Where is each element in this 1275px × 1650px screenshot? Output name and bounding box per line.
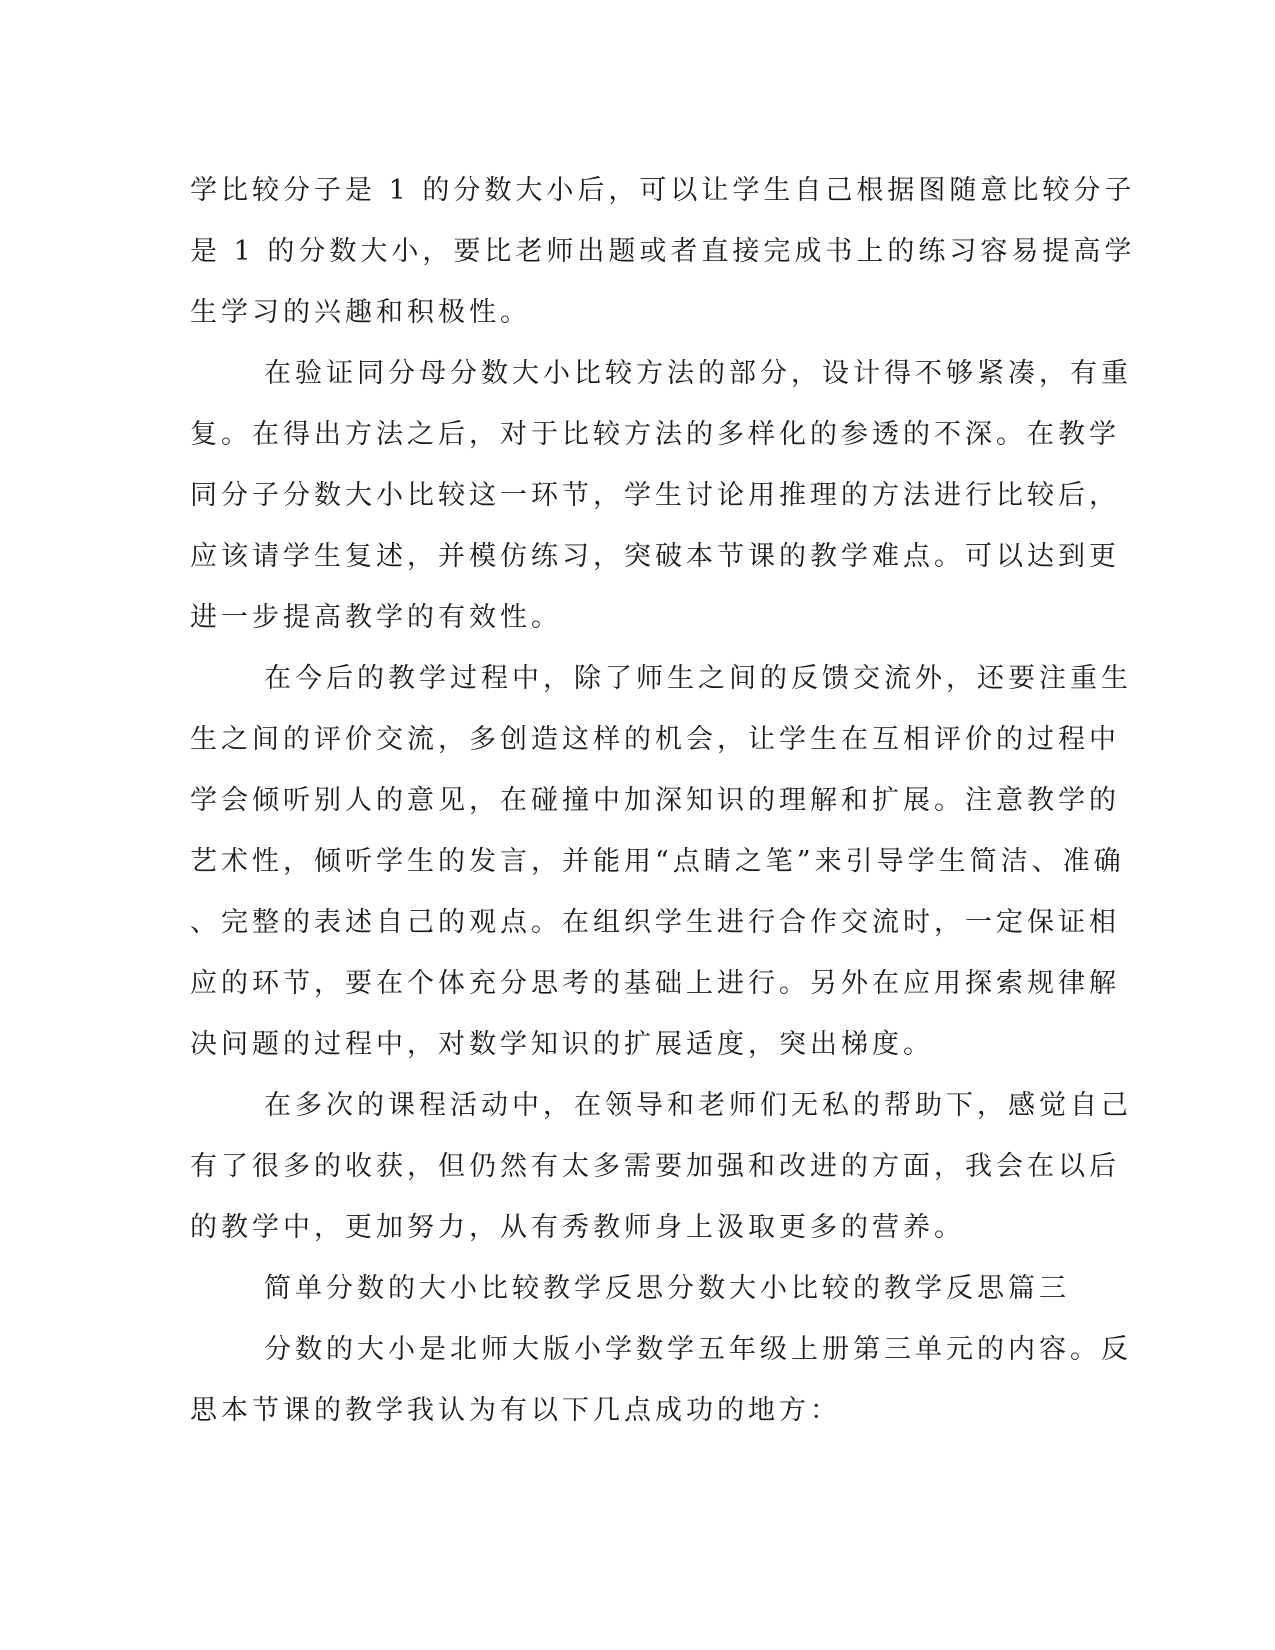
text-line: 是 1 的分数大小，要比老师出题或者直接完成书上的练习容易提高学 [190, 236, 1136, 267]
text-line: 的教学中，更加努力，从有秀教师身上汲取更多的营养。 [190, 1212, 965, 1243]
paragraph-first-line: 分数的大小是北师大版小学数学五年级上册第三单元的内容。反 [264, 1334, 1132, 1365]
text-line: 同分子分数大小比较这一环节，学生讨论用推理的方法进行比较后， [190, 480, 1120, 511]
text-line: 、完整的表述自己的观点。在组织学生进行合作交流时，一定保证相 [190, 907, 1120, 938]
text-line: 生之间的评价交流，多创造这样的机会，让学生在互相评价的过程中 [190, 724, 1120, 755]
text-line: 决问题的过程中，对数学知识的扩展适度，突出梯度。 [190, 1029, 934, 1060]
text-line: 有了很多的收获，但仍然有太多需要加强和改进的方面，我会在以后 [190, 1151, 1120, 1182]
section-heading: 简单分数的大小比较教学反思分数大小比较的教学反思篇三 [264, 1273, 1070, 1304]
paragraph-first-line: 在多次的课程活动中，在领导和老师们无私的帮助下，感觉自己 [264, 1090, 1132, 1121]
paragraph-first-line: 在今后的教学过程中，除了师生之间的反馈交流外，还要注重生 [264, 663, 1132, 694]
document-body [190, 160, 1136, 1441]
text-line: 学会倾听别人的意见，在碰撞中加深知识的理解和扩展。注意教学的 [190, 785, 1120, 816]
text-line: 艺术性，倾听学生的发言，并能用“点睛之笔”来引导学生简洁、准确 [190, 846, 1125, 877]
text-line: 复。在得出方法之后，对于比较方法的多样化的参透的不深。在教学 [190, 419, 1120, 450]
text-line: 进一步提高教学的有效性。 [190, 602, 562, 633]
text-line: 应的环节，要在个体充分思考的基础上进行。另外在应用探索规律解 [190, 968, 1120, 999]
text-line: 应该请学生复述，并模仿练习，突破本节课的教学难点。可以达到更 [190, 541, 1120, 572]
paragraph-first-line: 在验证同分母分数大小比较方法的部分，设计得不够紧凑，有重 [264, 358, 1132, 389]
text-line: 生学习的兴趣和积极性。 [190, 297, 531, 328]
text-line: 思本节课的教学我认为有以下几点成功的地方： [190, 1395, 841, 1426]
text-line: 学比较分子是 1 的分数大小后，可以让学生自己根据图随意比较分子 [190, 175, 1136, 206]
